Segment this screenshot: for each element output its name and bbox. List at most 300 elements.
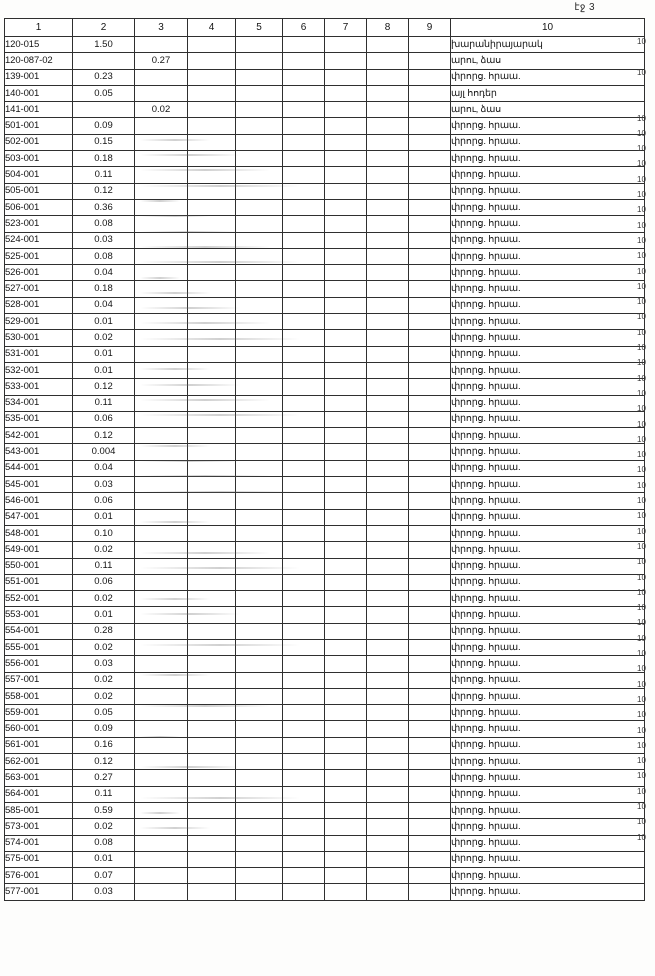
cell-col7 <box>325 672 367 688</box>
table-row <box>5 167 645 183</box>
cell-note: արու, ձաս <box>451 53 645 69</box>
cell-col2: 0.11 <box>73 167 135 183</box>
cell-col3 <box>135 705 188 721</box>
table-row <box>5 460 645 476</box>
table-header-row <box>5 19 645 37</box>
cell-col9 <box>409 134 451 150</box>
data-table <box>4 18 645 901</box>
cell-col5 <box>236 248 283 264</box>
cell-col7 <box>325 754 367 770</box>
cell-col4 <box>188 411 236 427</box>
cell-note: փրորց. հրաա. <box>451 216 645 232</box>
cell-col2: 0.06 <box>73 574 135 590</box>
cell-col6 <box>283 868 325 884</box>
cell-col9 <box>409 477 451 493</box>
cell-col2: 0.04 <box>73 265 135 281</box>
margin-note: 10 <box>637 251 646 261</box>
cell-col3 <box>135 477 188 493</box>
cell-col8 <box>367 265 409 281</box>
cell-col5 <box>236 37 283 53</box>
cell-col5 <box>236 395 283 411</box>
margin-note: 10 <box>637 220 646 230</box>
cell-col8 <box>367 770 409 786</box>
cell-col5 <box>236 362 283 378</box>
cell-note: այլ հոդեր <box>451 85 645 101</box>
margin-note: 10 <box>637 205 646 215</box>
cell-col9 <box>409 102 451 118</box>
cell-col8 <box>367 53 409 69</box>
cell-col5 <box>236 802 283 818</box>
cell-code: 501-001 <box>5 118 73 134</box>
cell-code: 545-001 <box>5 477 73 493</box>
cell-code: 527-001 <box>5 281 73 297</box>
cell-col2: 0.16 <box>73 737 135 753</box>
cell-col3 <box>135 444 188 460</box>
cell-col6 <box>283 623 325 639</box>
cell-col8 <box>367 346 409 362</box>
table-row <box>5 721 645 737</box>
cell-col5 <box>236 53 283 69</box>
cell-col7 <box>325 477 367 493</box>
cell-col6 <box>283 770 325 786</box>
table-row <box>5 411 645 427</box>
cell-col2: 0.05 <box>73 85 135 101</box>
table-row <box>5 37 645 53</box>
cell-col7 <box>325 688 367 704</box>
cell-col4 <box>188 868 236 884</box>
table-row <box>5 868 645 884</box>
margin-note: 10 <box>637 664 646 674</box>
cell-col8 <box>367 281 409 297</box>
cell-col7 <box>325 265 367 281</box>
cell-col6 <box>283 574 325 590</box>
cell-col4 <box>188 574 236 590</box>
cell-col9 <box>409 444 451 460</box>
cell-code: 555-001 <box>5 639 73 655</box>
col-header-4: 4 <box>188 19 236 37</box>
cell-code: 524-001 <box>5 232 73 248</box>
cell-col5 <box>236 477 283 493</box>
cell-col9 <box>409 786 451 802</box>
cell-col9 <box>409 868 451 884</box>
cell-col9 <box>409 851 451 867</box>
cell-col7 <box>325 167 367 183</box>
table-row <box>5 688 645 704</box>
cell-col9 <box>409 281 451 297</box>
cell-note: խարանիրայարակ <box>451 37 645 53</box>
margin-note: 10 <box>637 771 646 781</box>
cell-col2: 0.04 <box>73 460 135 476</box>
cell-note: փրորց. հրաա. <box>451 428 645 444</box>
cell-code: 532-001 <box>5 362 73 378</box>
cell-col9 <box>409 411 451 427</box>
cell-col5 <box>236 591 283 607</box>
cell-col3 <box>135 493 188 509</box>
cell-col6 <box>283 460 325 476</box>
cell-note: փրորց. հրաա. <box>451 705 645 721</box>
cell-col9 <box>409 558 451 574</box>
cell-col4 <box>188 737 236 753</box>
cell-col8 <box>367 705 409 721</box>
cell-col5 <box>236 819 283 835</box>
cell-col7 <box>325 835 367 851</box>
cell-col9 <box>409 493 451 509</box>
margin-note: 10 <box>637 450 646 460</box>
cell-col3 <box>135 574 188 590</box>
cell-col8 <box>367 884 409 900</box>
margin-note: 10 <box>637 343 646 352</box>
cell-col9 <box>409 183 451 199</box>
cell-col4 <box>188 379 236 395</box>
cell-col2: 0.03 <box>73 232 135 248</box>
table-row <box>5 248 645 264</box>
cell-col2: 0.01 <box>73 362 135 378</box>
table-row <box>5 493 645 509</box>
cell-col3 <box>135 395 188 411</box>
table-body <box>5 37 645 901</box>
cell-col6 <box>283 395 325 411</box>
cell-col4 <box>188 835 236 851</box>
cell-col2: 0.12 <box>73 754 135 770</box>
cell-col7 <box>325 248 367 264</box>
table-row <box>5 102 645 118</box>
table-row <box>5 199 645 215</box>
cell-col6 <box>283 428 325 444</box>
cell-col8 <box>367 688 409 704</box>
cell-code: 523-001 <box>5 216 73 232</box>
cell-col8 <box>367 558 409 574</box>
cell-col3 <box>135 428 188 444</box>
cell-col4 <box>188 721 236 737</box>
cell-col4 <box>188 167 236 183</box>
margin-note: 10 <box>637 802 646 811</box>
cell-col7 <box>325 868 367 884</box>
table-row <box>5 835 645 851</box>
margin-note: 10 <box>637 679 646 689</box>
cell-col8 <box>367 248 409 264</box>
cell-note: փրորց. հրաա. <box>451 330 645 346</box>
cell-col9 <box>409 248 451 264</box>
cell-col8 <box>367 444 409 460</box>
cell-col9 <box>409 525 451 541</box>
cell-col8 <box>367 607 409 623</box>
cell-col9 <box>409 232 451 248</box>
cell-col2: 0.02 <box>73 330 135 346</box>
cell-col5 <box>236 509 283 525</box>
cell-col4 <box>188 607 236 623</box>
cell-col6 <box>283 232 325 248</box>
cell-col4 <box>188 688 236 704</box>
cell-note: փրորց. հրաա. <box>451 835 645 851</box>
cell-col9 <box>409 53 451 69</box>
cell-col9 <box>409 428 451 444</box>
table-row <box>5 509 645 525</box>
cell-col5 <box>236 216 283 232</box>
cell-col5 <box>236 639 283 655</box>
cell-col5 <box>236 884 283 900</box>
cell-col8 <box>367 623 409 639</box>
cell-col7 <box>325 346 367 362</box>
cell-note: փրորց. հրաա. <box>451 754 645 770</box>
cell-code: 120-087-02 <box>5 53 73 69</box>
cell-note: փրորց. հրաա. <box>451 281 645 297</box>
table-row <box>5 183 645 199</box>
cell-col7 <box>325 85 367 101</box>
cell-col8 <box>367 737 409 753</box>
cell-col9 <box>409 37 451 53</box>
cell-col5 <box>236 574 283 590</box>
cell-col4 <box>188 265 236 281</box>
table-row <box>5 151 645 167</box>
cell-col8 <box>367 835 409 851</box>
cell-note: փրորց. հրաա. <box>451 265 645 281</box>
table-row <box>5 884 645 900</box>
cell-col9 <box>409 884 451 900</box>
cell-col2: 0.03 <box>73 477 135 493</box>
cell-col2: 0.08 <box>73 248 135 264</box>
cell-col6 <box>283 851 325 867</box>
cell-note: փրորց. հրաա. <box>451 574 645 590</box>
cell-col6 <box>283 216 325 232</box>
cell-code: 139-001 <box>5 69 73 85</box>
cell-col3 <box>135 607 188 623</box>
cell-code: 552-001 <box>5 591 73 607</box>
cell-col7 <box>325 297 367 313</box>
cell-col7 <box>325 737 367 753</box>
cell-col5 <box>236 297 283 313</box>
cell-col5 <box>236 314 283 330</box>
cell-code: 141-001 <box>5 102 73 118</box>
cell-col2: 0.28 <box>73 623 135 639</box>
cell-col9 <box>409 362 451 378</box>
table-row <box>5 542 645 558</box>
col-header-3: 3 <box>135 19 188 37</box>
cell-col7 <box>325 330 367 346</box>
cell-col4 <box>188 428 236 444</box>
cell-col9 <box>409 265 451 281</box>
cell-col9 <box>409 167 451 183</box>
margin-note: 10 <box>637 572 646 582</box>
cell-col5 <box>236 493 283 509</box>
cell-col3 <box>135 37 188 53</box>
cell-note: փրորց. հրաա. <box>451 199 645 215</box>
page-label: էջ 3 <box>574 2 595 13</box>
cell-col2: 0.08 <box>73 216 135 232</box>
cell-col4 <box>188 118 236 134</box>
cell-col2: 0.02 <box>73 639 135 655</box>
cell-col4 <box>188 281 236 297</box>
cell-col6 <box>283 102 325 118</box>
cell-note: փրորց. հրաա. <box>451 591 645 607</box>
cell-col8 <box>367 85 409 101</box>
cell-col5 <box>236 232 283 248</box>
cell-col6 <box>283 69 325 85</box>
cell-col3 <box>135 134 188 150</box>
cell-code: 561-001 <box>5 737 73 753</box>
cell-col2: 0.15 <box>73 134 135 150</box>
cell-col9 <box>409 379 451 395</box>
margin-note: 10 <box>637 587 646 597</box>
cell-col2: 0.02 <box>73 672 135 688</box>
cell-col6 <box>283 721 325 737</box>
cell-col8 <box>367 721 409 737</box>
cell-col6 <box>283 558 325 574</box>
cell-col2: 0.02 <box>73 819 135 835</box>
cell-code: 502-001 <box>5 134 73 150</box>
cell-col4 <box>188 525 236 541</box>
cell-col2: 0.03 <box>73 884 135 900</box>
cell-col8 <box>367 69 409 85</box>
cell-col9 <box>409 802 451 818</box>
cell-col6 <box>283 151 325 167</box>
cell-code: 542-001 <box>5 428 73 444</box>
cell-col7 <box>325 53 367 69</box>
table-row <box>5 297 645 313</box>
cell-note: փրորց. հրաա. <box>451 167 645 183</box>
cell-col5 <box>236 558 283 574</box>
cell-code: 531-001 <box>5 346 73 362</box>
cell-note: փրորց. հրաա. <box>451 118 645 134</box>
cell-code: 526-001 <box>5 265 73 281</box>
cell-col5 <box>236 721 283 737</box>
table-row <box>5 477 645 493</box>
margin-note: 10 <box>637 832 646 842</box>
cell-col2: 0.02 <box>73 542 135 558</box>
table-row <box>5 639 645 655</box>
cell-col2: 0.23 <box>73 69 135 85</box>
cell-note: փրորց. հրաա. <box>451 868 645 884</box>
cell-col2: 0.11 <box>73 395 135 411</box>
table-row <box>5 672 645 688</box>
cell-col7 <box>325 183 367 199</box>
cell-col4 <box>188 493 236 509</box>
col-header-8: 8 <box>367 19 409 37</box>
table-row <box>5 851 645 867</box>
cell-col3 <box>135 314 188 330</box>
cell-col4 <box>188 802 236 818</box>
cell-col4 <box>188 297 236 313</box>
cell-col7 <box>325 281 367 297</box>
margin-note: 10 <box>637 786 646 796</box>
cell-col2: 1.50 <box>73 37 135 53</box>
cell-col6 <box>283 884 325 900</box>
cell-col6 <box>283 314 325 330</box>
cell-col5 <box>236 379 283 395</box>
cell-col8 <box>367 542 409 558</box>
cell-col3 <box>135 884 188 900</box>
cell-note: փրորց. հրաա. <box>451 248 645 264</box>
cell-col9 <box>409 656 451 672</box>
cell-col5 <box>236 737 283 753</box>
table-row <box>5 379 645 395</box>
col-header-10: 10 <box>451 19 645 37</box>
cell-code: 530-001 <box>5 330 73 346</box>
cell-col6 <box>283 591 325 607</box>
cell-col4 <box>188 884 236 900</box>
cell-code: 549-001 <box>5 542 73 558</box>
cell-col2: 0.01 <box>73 509 135 525</box>
cell-col3 <box>135 770 188 786</box>
cell-col3 <box>135 737 188 753</box>
table-row <box>5 558 645 574</box>
cell-col7 <box>325 395 367 411</box>
cell-col2: 0.08 <box>73 835 135 851</box>
cell-col7 <box>325 786 367 802</box>
table-row <box>5 314 645 330</box>
cell-col3 <box>135 183 188 199</box>
cell-col6 <box>283 297 325 313</box>
table-row <box>5 216 645 232</box>
cell-col8 <box>367 802 409 818</box>
margin-note: 10 <box>637 694 646 704</box>
cell-col3 <box>135 525 188 541</box>
cell-col4 <box>188 770 236 786</box>
cell-col4 <box>188 623 236 639</box>
margin-note: 10 <box>637 128 646 138</box>
cell-col2 <box>73 53 135 69</box>
cell-col2: 0.11 <box>73 558 135 574</box>
cell-code: 551-001 <box>5 574 73 590</box>
cell-col7 <box>325 199 367 215</box>
cell-col9 <box>409 835 451 851</box>
cell-col4 <box>188 69 236 85</box>
cell-col8 <box>367 411 409 427</box>
cell-col3 <box>135 802 188 818</box>
cell-col9 <box>409 216 451 232</box>
margin-note: 10 <box>637 756 646 766</box>
cell-note: փրորց. հրաա. <box>451 639 645 655</box>
cell-col5 <box>236 460 283 476</box>
margin-note: 10 <box>637 190 646 199</box>
cell-col6 <box>283 199 325 215</box>
cell-col4 <box>188 754 236 770</box>
margin-note: 10 <box>637 496 646 505</box>
cell-col5 <box>236 688 283 704</box>
cell-col4 <box>188 395 236 411</box>
cell-code: 120-015 <box>5 37 73 53</box>
cell-col3 <box>135 509 188 525</box>
cell-code: 543-001 <box>5 444 73 460</box>
margin-note: 10 <box>637 710 646 720</box>
cell-col5 <box>236 199 283 215</box>
table-row <box>5 428 645 444</box>
cell-col6 <box>283 477 325 493</box>
cell-col6 <box>283 85 325 101</box>
cell-note: փրորց. հրաա. <box>451 314 645 330</box>
cell-note: փրորց. հրաա. <box>451 737 645 753</box>
cell-col3 <box>135 656 188 672</box>
cell-col8 <box>367 460 409 476</box>
cell-col6 <box>283 248 325 264</box>
cell-col9 <box>409 151 451 167</box>
cell-note: փրորց. հրաա. <box>451 69 645 85</box>
cell-col6 <box>283 346 325 362</box>
cell-col7 <box>325 118 367 134</box>
margin-note: 10 <box>637 144 646 154</box>
cell-col8 <box>367 428 409 444</box>
cell-note: փրորց. հրաա. <box>451 688 645 704</box>
cell-col5 <box>236 705 283 721</box>
cell-col4 <box>188 85 236 101</box>
cell-note: փրորց. հրաա. <box>451 542 645 558</box>
cell-col6 <box>283 802 325 818</box>
cell-col7 <box>325 884 367 900</box>
cell-col6 <box>283 639 325 655</box>
cell-col7 <box>325 444 367 460</box>
cell-note: փրորց. հրաա. <box>451 493 645 509</box>
margin-note: 10 <box>637 388 646 398</box>
col-header-9: 9 <box>409 19 451 37</box>
